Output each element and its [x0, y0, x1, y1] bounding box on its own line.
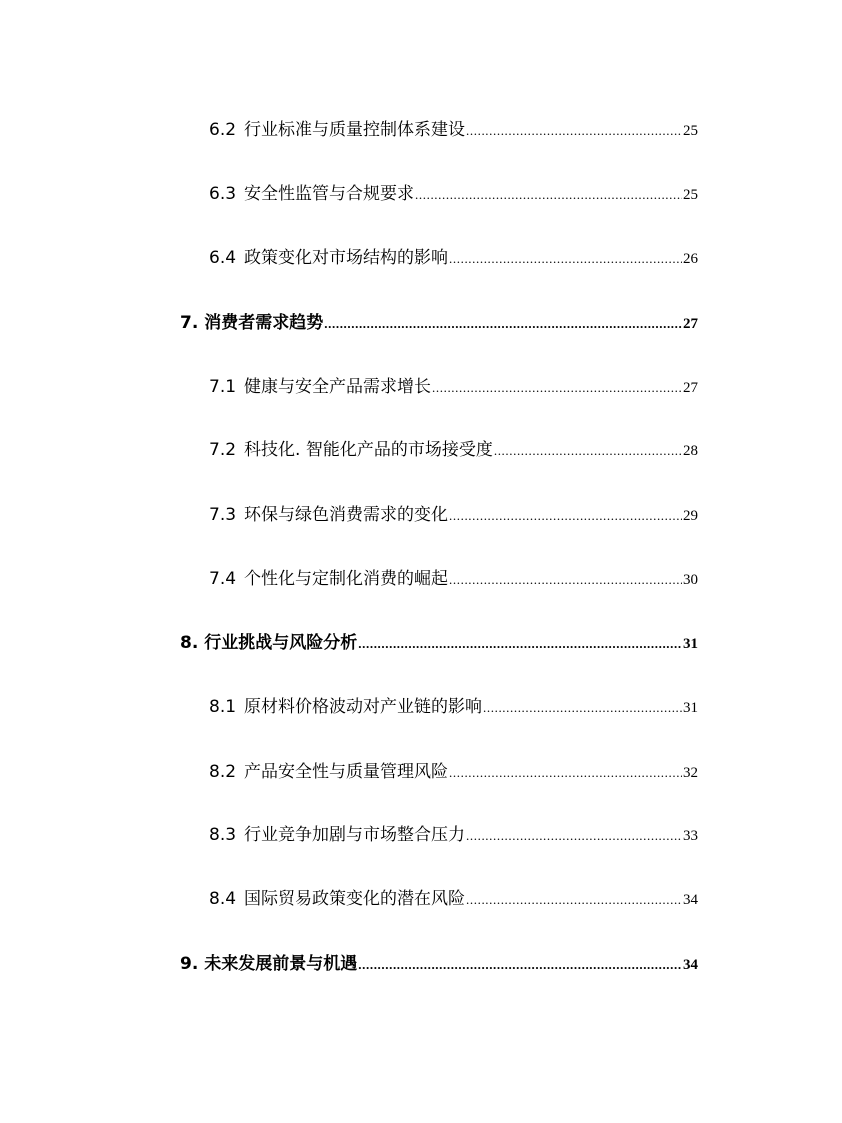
- toc-entry-6-3[interactable]: [209, 182, 698, 206]
- toc-entry-number: 8.1: [209, 697, 237, 717]
- toc-entry-page: 34: [683, 892, 698, 908]
- toc-entry-8-1[interactable]: [209, 695, 698, 719]
- toc-dot-leader: [358, 632, 682, 655]
- toc-entry-page: 25: [683, 123, 698, 139]
- toc-entry-8-3[interactable]: [209, 823, 698, 847]
- toc-entry-7[interactable]: [180, 311, 698, 335]
- toc-entry-title: 消费者需求趋势: [204, 313, 324, 333]
- toc-entry-page: 32: [683, 765, 698, 781]
- toc-entry-number: 6.2: [209, 120, 237, 140]
- toc-dot-leader: [358, 953, 682, 976]
- toc-entry-page: 30: [683, 572, 698, 588]
- toc-entry-title: 行业竞争加剧与市场整合压力: [244, 825, 466, 845]
- toc-entry-title: 科技化. 智能化产品的市场接受度: [244, 440, 493, 460]
- toc-entry-title: 国际贸易政策变化的潜在风险: [244, 889, 466, 909]
- toc-dot-leader: [449, 568, 682, 591]
- toc-dot-leader: [324, 312, 682, 335]
- toc-entry-number: 8.: [180, 633, 199, 653]
- toc-entry-7-4[interactable]: [209, 567, 698, 591]
- toc-dot-leader: [449, 247, 682, 270]
- toc-entry-title: 产品安全性与质量管理风险: [244, 762, 449, 782]
- toc-entry-title: 环保与绿色消费需求的变化: [244, 505, 449, 525]
- toc-entry-8[interactable]: [180, 631, 698, 655]
- toc-entry-number: 8.4: [209, 889, 237, 909]
- toc-entry-9[interactable]: [180, 952, 698, 976]
- toc-dot-leader: [466, 119, 682, 142]
- toc-dot-leader: [449, 761, 682, 784]
- toc-dot-leader: [494, 439, 682, 462]
- toc-entry-page: 27: [683, 380, 698, 396]
- toc-entry-page: 31: [683, 700, 698, 716]
- toc-entry-page: 31: [683, 636, 698, 652]
- toc-entry-title: 政策变化对市场结构的影响: [244, 248, 449, 268]
- toc-entry-number: 7.3: [209, 505, 237, 525]
- toc-entry-page: 29: [683, 508, 698, 524]
- toc-entry-title: 个性化与定制化消费的崛起: [244, 569, 449, 589]
- toc-entry-number: 6.4: [209, 248, 237, 268]
- toc-entry-number: 7.4: [209, 569, 237, 589]
- toc-entry-6-2[interactable]: [209, 118, 698, 142]
- toc-entry-number: 6.3: [209, 184, 237, 204]
- toc-entry-page: 27: [683, 316, 698, 332]
- toc-dot-leader: [483, 696, 682, 719]
- toc-entry-title: 健康与安全产品需求增长: [244, 377, 432, 397]
- toc-entry-7-3[interactable]: [209, 503, 698, 527]
- toc-entry-8-2[interactable]: [209, 760, 698, 784]
- toc-entry-page: 34: [683, 957, 698, 973]
- toc-entry-title: 原材料价格波动对产业链的影响: [244, 697, 483, 717]
- toc-entry-page: 28: [683, 443, 698, 459]
- toc-entry-number: 7.1: [209, 377, 237, 397]
- toc-entry-6-4[interactable]: [209, 246, 698, 270]
- toc-entry-7-2[interactable]: [209, 438, 698, 462]
- toc-entry-title: 未来发展前景与机遇: [204, 954, 358, 974]
- toc-entry-number: 8.3: [209, 825, 237, 845]
- toc-entry-number: 7.: [180, 313, 199, 333]
- toc-entry-title: 行业标准与质量控制体系建设: [244, 120, 466, 140]
- toc-dot-leader: [432, 376, 682, 399]
- toc-dot-leader: [449, 504, 682, 527]
- toc-entry-number: 8.2: [209, 762, 237, 782]
- toc-entry-number: 7.2: [209, 440, 237, 460]
- toc-entry-number: 9.: [180, 954, 199, 974]
- toc-entry-page: 25: [683, 187, 698, 203]
- toc-entry-7-1[interactable]: [209, 375, 698, 399]
- toc-entry-page: 33: [683, 828, 698, 844]
- toc-dot-leader: [466, 888, 682, 911]
- toc-dot-leader: [466, 824, 682, 847]
- toc-entry-title: 安全性监管与合规要求: [244, 184, 415, 204]
- toc-entry-8-4[interactable]: [209, 887, 698, 911]
- toc-entry-page: 26: [683, 251, 698, 267]
- toc-entry-title: 行业挑战与风险分析: [204, 633, 358, 653]
- toc-dot-leader: [415, 183, 682, 206]
